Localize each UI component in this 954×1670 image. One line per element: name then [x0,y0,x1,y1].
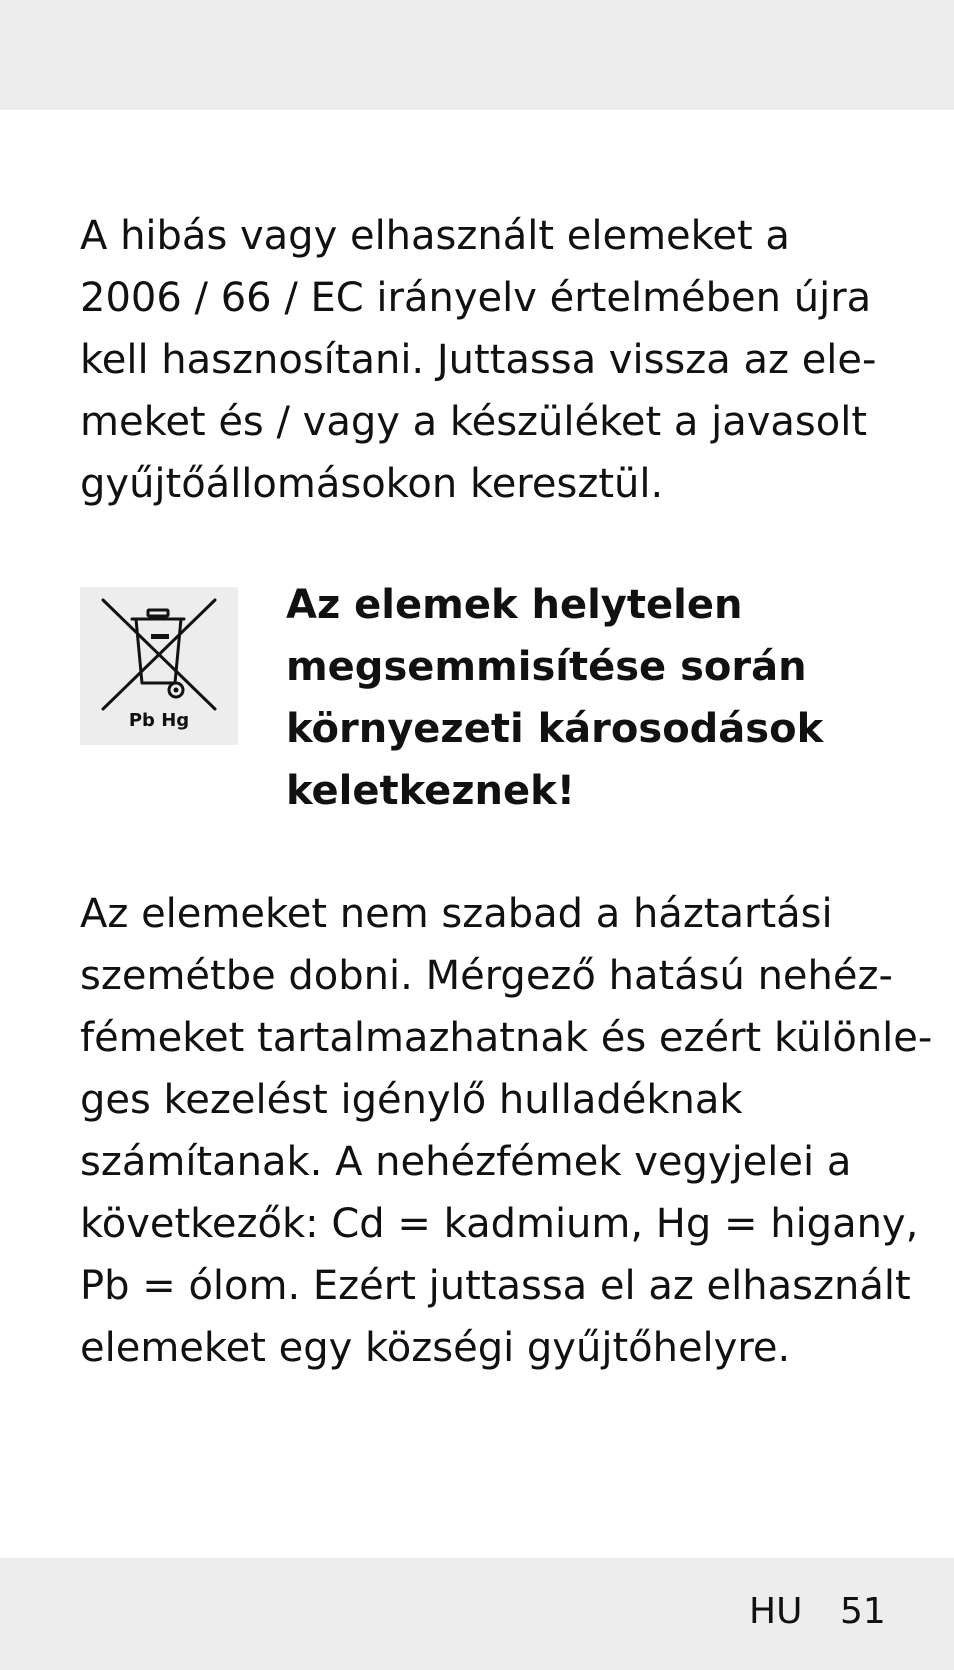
intro-line: gyűjtőállomásokon keresztül. [80,461,664,507]
intro-paragraph [80,205,890,515]
footer-language: HU [749,1591,803,1632]
body-paragraph [80,883,933,1379]
intro-line: 2006 / 66 / EC irányelv értelmében újra [80,275,872,321]
body-line: számítanak. A nehézfémek vegyjelei a [80,1139,852,1185]
warning-heading [286,574,906,822]
body-line: következők: Cd = kadmium, Hg = higany, [80,1201,919,1247]
body-line: fémeket tartalmazhatnak és ezért különle- [80,1015,933,1061]
header-band [0,0,954,110]
body-line: szemétbe dobni. Mérgező hatású nehéz- [80,953,893,999]
warning-line: Az elemek helytelen [286,582,743,628]
body-line: Pb = ólom. Ezért juttassa el az elhasznált [80,1263,911,1309]
warning-line: környezeti károsodások [286,706,824,752]
body-line: Az elemeket nem szabad a háztartási [80,891,833,937]
footer-band [0,1558,954,1670]
intro-line: A hibás vagy elhasznált elemeket a [80,213,790,259]
symbol-label: Pb Hg [128,710,190,731]
intro-line: kell hasznosítani. Juttassa vissza az ele- [80,337,877,383]
page-number: 51 [840,1591,886,1632]
disposal-symbol [80,587,238,745]
body-line: elemeket egy községi gyűjtőhelyre. [80,1325,791,1371]
warning-line: megsemmisítése során [286,644,807,690]
warning-line: keletkeznek! [286,768,576,814]
body-line: ges kezelést igénylő hulladéknak [80,1077,743,1123]
intro-line: meket és / vagy a készüléket a javasolt [80,399,868,445]
